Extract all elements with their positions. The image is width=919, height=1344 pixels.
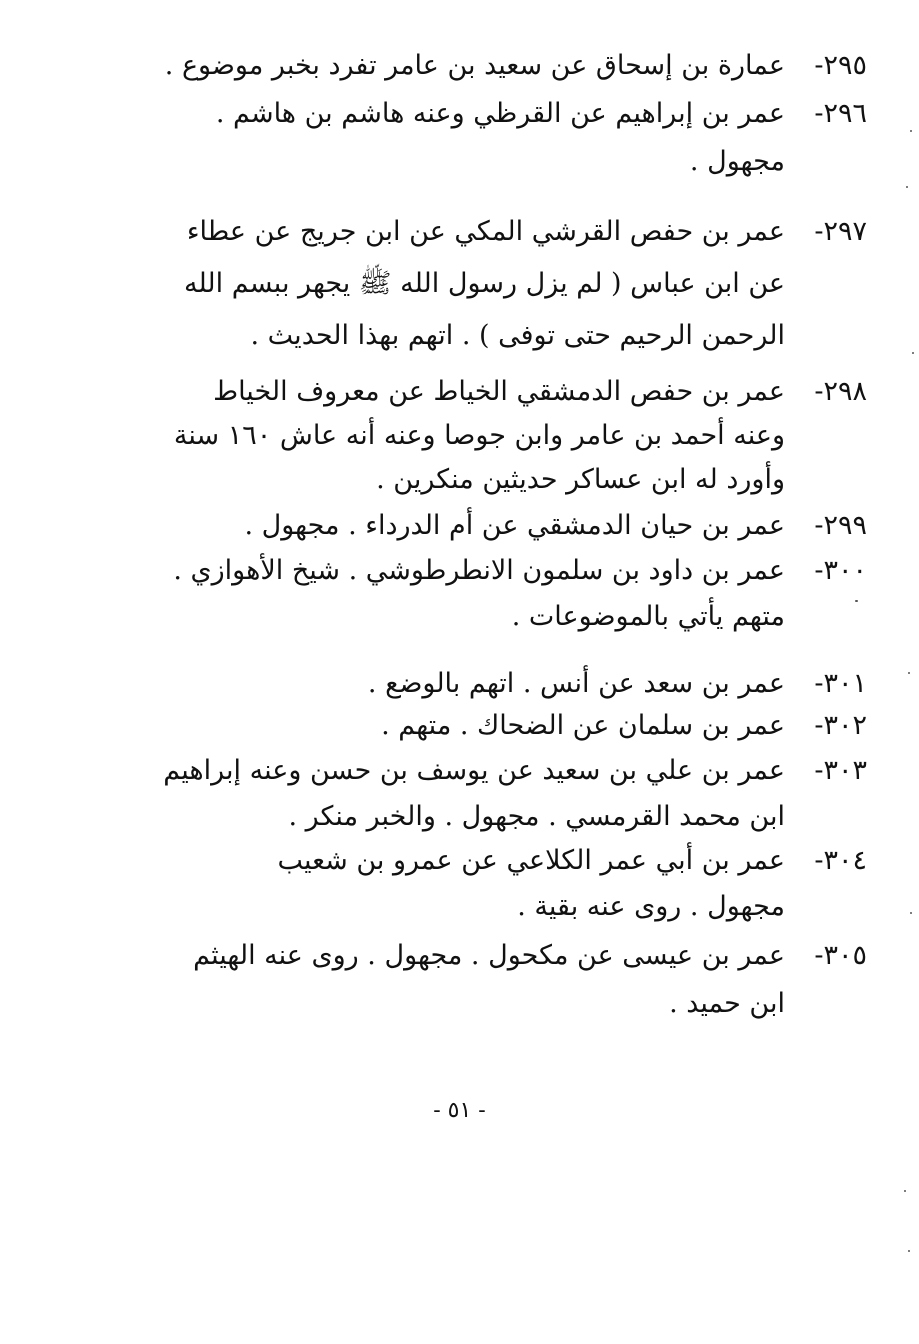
entry-297 <box>184 206 867 362</box>
entry-number: ٣٠٢- <box>814 710 867 741</box>
entry-line <box>217 838 867 884</box>
entry-text: عمر بن حيان الدمشقي عن أم الدرداء . مجهول . <box>244 510 785 541</box>
entry-continuation: الرحمن الرحيم حتى توفى ) . اتهم بهذا الحديث . <box>250 320 785 351</box>
entry-number: ٣٠٣- <box>814 755 867 786</box>
entry-303 <box>163 748 867 840</box>
entry-continuation: متهم يأتي بالموضوعات . <box>511 601 785 632</box>
entry-continuation: وأورد له ابن عساكر حديثين منكرين . <box>376 464 785 495</box>
entry-number: ٣٠٥- <box>814 940 867 971</box>
entry-line <box>217 502 867 550</box>
entry-304 <box>217 838 867 930</box>
entry-text: عمر بن سعد عن أنس . اتهم بالوضع . <box>367 668 785 699</box>
scan-speck <box>910 912 912 914</box>
scan-speck <box>908 672 910 674</box>
entry-line <box>173 548 867 594</box>
entry-301 <box>217 660 867 708</box>
entry-number: ٣٠٠- <box>814 555 867 586</box>
entry-number: ٢٩٨- <box>814 376 867 407</box>
scan-speck <box>904 1190 906 1192</box>
entry-text: عمر بن حفص القرشي المكي عن ابن جريج عن عطاء <box>186 216 785 247</box>
entry-text: عمر بن سلمان عن الضحاك . متهم . <box>381 710 785 741</box>
scan-speck <box>910 130 912 132</box>
entry-number: ٢٩٧- <box>814 216 867 247</box>
entry-text: عمارة بن إسحاق عن سعيد بن عامر تفرد بخبر موضوع . <box>164 50 785 81</box>
entry-305 <box>193 932 867 1028</box>
entry-line <box>217 702 867 750</box>
entry-continuation: ابن حميد . <box>669 988 785 1019</box>
entry-line <box>186 206 867 258</box>
entry-line <box>193 932 867 980</box>
scan-speck <box>908 1250 910 1252</box>
entry-continuation: مجهول . روى عنه بقية . <box>517 891 785 922</box>
entry-295 <box>164 42 867 90</box>
entry-text: عمر بن داود بن سلمون الانطرطوشي . شيخ الأهوازي . <box>173 555 785 586</box>
entry-text: عمر بن عيسى عن مكحول . مجهول . روى عنه الهيثم <box>193 940 785 971</box>
entry-continuation: مجهول . <box>689 146 785 177</box>
entry-299 <box>217 502 867 550</box>
entry-298 <box>173 370 867 502</box>
entry-300 <box>173 548 867 640</box>
entry-line <box>217 660 867 708</box>
scan-speck <box>855 600 858 602</box>
entry-line <box>213 370 867 414</box>
scan-speck <box>912 352 914 354</box>
entry-302 <box>217 702 867 750</box>
entry-number: ٢٩٦- <box>814 98 867 129</box>
entry-continuation: عن ابن عباس ( لم يزل رسول الله ﷺ يجهر ببسم الله <box>184 268 785 299</box>
entry-number: ٢٩٥- <box>814 50 867 81</box>
entry-line <box>217 90 867 138</box>
scan-speck <box>906 186 908 188</box>
entry-text: عمر بن علي بن سعيد عن يوسف بن حسن وعنه إبراهيم <box>163 755 785 786</box>
entry-text: عمر بن أبي عمر الكلاعي عن عمرو بن شعيب <box>277 845 785 876</box>
entry-line <box>164 42 867 90</box>
entry-number: ٢٩٩- <box>814 510 867 541</box>
entry-number: ٣٠١- <box>814 668 867 699</box>
entry-continuation: ابن محمد القرمسي . مجهول . والخبر منكر . <box>288 801 785 832</box>
entry-text: عمر بن حفص الدمشقي الخياط عن معروف الخياط <box>213 376 785 407</box>
page-number: - ٥١ - <box>433 1098 486 1123</box>
entry-number: ٣٠٤- <box>814 845 867 876</box>
entry-line <box>163 748 867 794</box>
entry-text: عمر بن إبراهيم عن القرظي وعنه هاشم بن هاشم . <box>215 98 785 129</box>
entry-296 <box>217 90 867 186</box>
entry-continuation: وعنه أحمد بن عامر وابن جوصا وعنه أنه عاش ١٦٠ سنة <box>173 420 785 451</box>
